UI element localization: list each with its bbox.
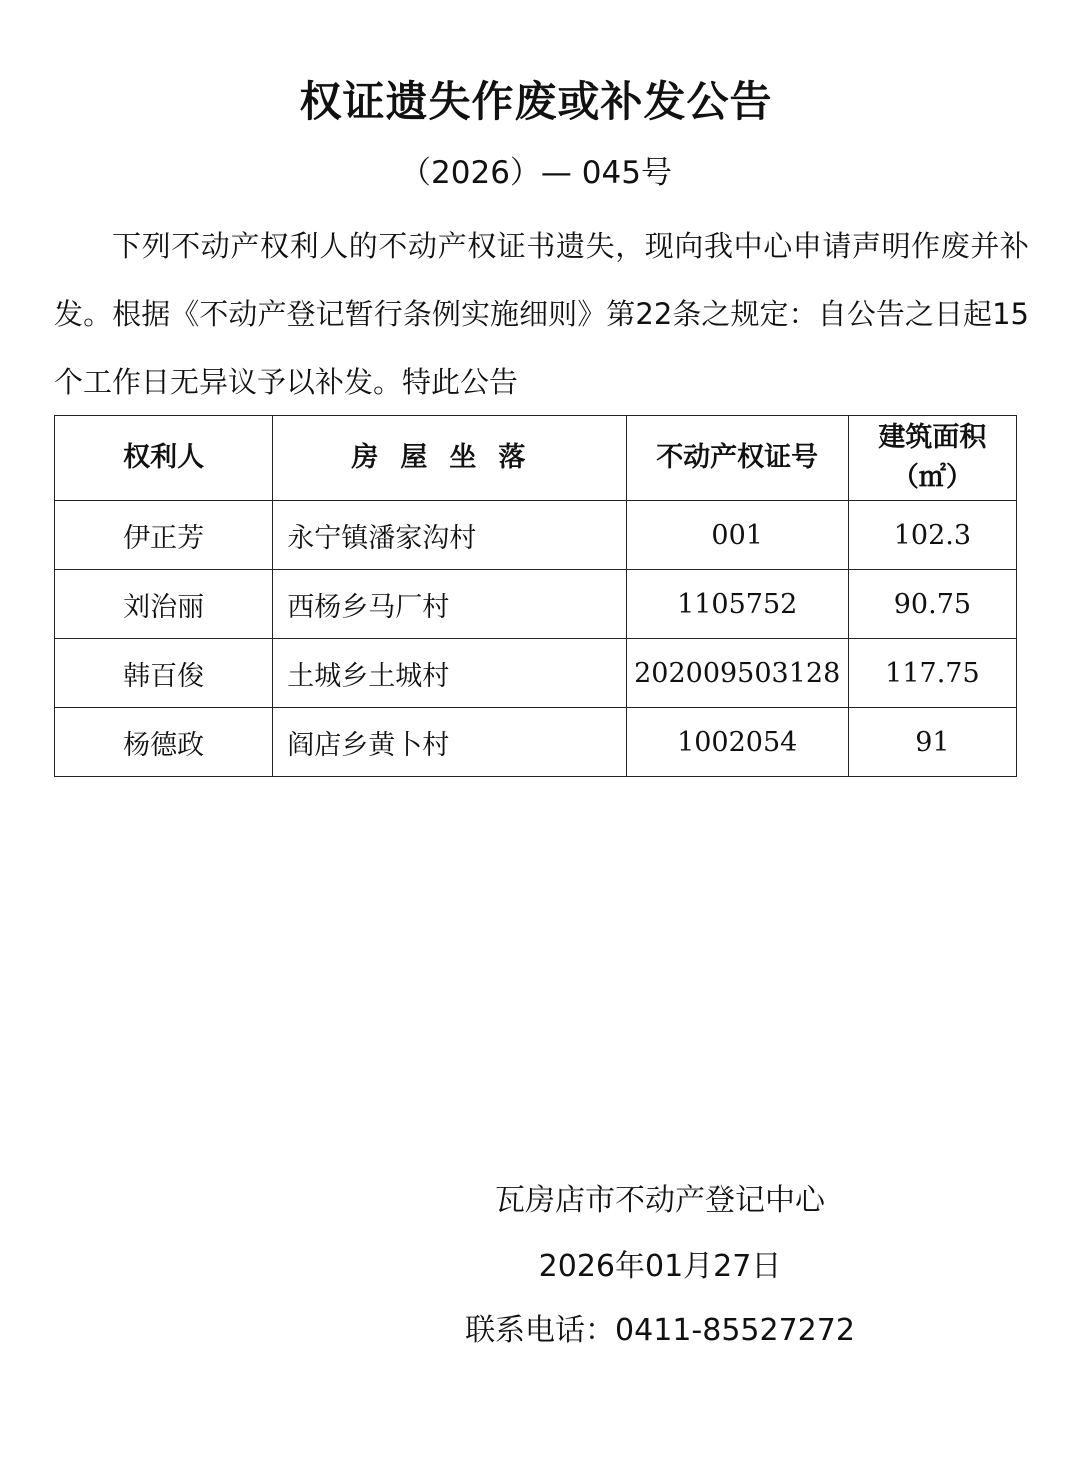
header-location xyxy=(273,416,626,501)
table-row xyxy=(55,501,1017,570)
document-number: （2026）— 045号 xyxy=(400,155,672,191)
notice-body: 下列不动产权利人的不动产权证书遗失，现向我中心申请声明作废并补发。根据《不动产登记暂行条例实施细则》第22条之规定：自公告之日起15个工作日无异议予以补发。特此公告 xyxy=(54,229,1029,399)
header-holder: 权利人 xyxy=(55,416,273,501)
cell-area: 117.75 xyxy=(848,639,1016,708)
cell-cert-no: 1105752 xyxy=(626,570,848,639)
header-area-label: 建筑面积 xyxy=(878,422,987,453)
table-row xyxy=(55,570,1017,639)
cell-area: 102.3 xyxy=(848,501,1016,570)
contact-phone: 联系电话：0411-85527272 xyxy=(465,1313,855,1348)
header-area-unit: （㎡） xyxy=(891,462,973,493)
issue-date: 2026年01月27日 xyxy=(538,1249,782,1284)
notice-title: 权证遗失作废或补发公告 xyxy=(299,77,773,126)
cell-holder: 刘治丽 xyxy=(55,570,273,639)
table-row xyxy=(55,639,1017,708)
cell-cert-no: 1002054 xyxy=(626,708,848,777)
cell-holder: 杨德政 xyxy=(55,708,273,777)
cell-holder: 韩百俊 xyxy=(55,639,273,708)
cell-area: 90.75 xyxy=(848,570,1016,639)
cell-cert-no: 001 xyxy=(626,501,848,570)
cell-location: 西杨乡马厂村 xyxy=(273,570,626,639)
table-header-row xyxy=(55,416,1017,501)
cell-cert-no: 202009503128 xyxy=(626,639,848,708)
header-location-label: 房屋坐落 xyxy=(351,442,548,473)
header-area xyxy=(848,416,1016,501)
cell-location: 阎店乡黄卜村 xyxy=(273,708,626,777)
header-cert-no: 不动产权证号 xyxy=(626,416,848,501)
issuer-name: 瓦房店市不动产登记中心 xyxy=(495,1183,825,1218)
cell-location: 土城乡土城村 xyxy=(273,639,626,708)
table-row xyxy=(55,708,1017,777)
records-table xyxy=(54,415,1017,777)
cell-location: 永宁镇潘家沟村 xyxy=(273,501,626,570)
cell-holder: 伊正芳 xyxy=(55,501,273,570)
cell-area: 91 xyxy=(848,708,1016,777)
